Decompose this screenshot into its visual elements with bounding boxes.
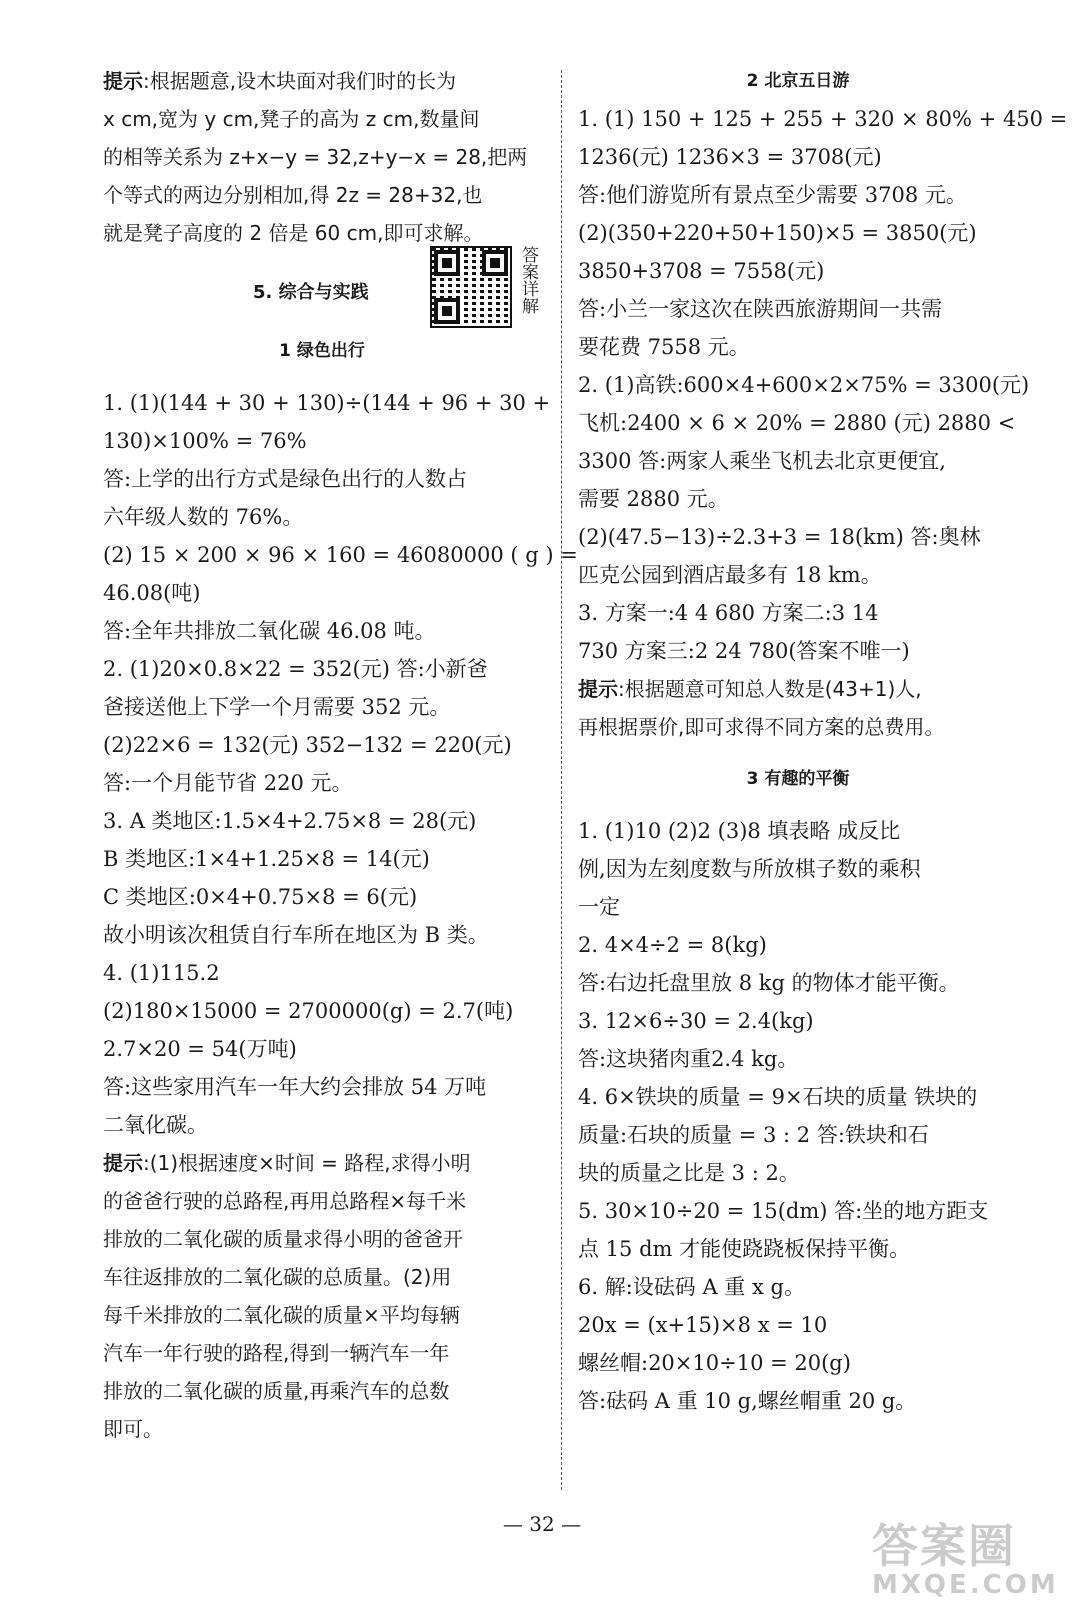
answer-line: B 类地区:1×4+1.25×8 = 14(元) bbox=[103, 847, 430, 871]
answer-line: 答:上学的出行方式是绿色出行的人数占 bbox=[103, 467, 468, 491]
section-title-green-travel: 1 绿色出行 bbox=[279, 341, 365, 361]
answer-line: 3850+3708 = 7558(元) bbox=[578, 259, 825, 283]
hint-line: 提示:根据题意可知总人数是(43+1)人, bbox=[578, 677, 922, 701]
answers-beijing-trip bbox=[578, 100, 1068, 670]
answer-line: 需要 2880 元。 bbox=[578, 487, 729, 511]
hint-line: 就是凳子高度的 2 倍是 60 cm,即可求解。 bbox=[103, 221, 484, 245]
answer-line: 130)×100% = 76% bbox=[103, 429, 307, 453]
answer-line: (2)22×6 = 132(元) 352−132 = 220(元) bbox=[103, 733, 512, 757]
hint-line: x cm,宽为 y cm,凳子的高为 z cm,数量间 bbox=[103, 107, 480, 131]
answer-line: 飞机:2400 × 6 × 20% = 2880 (元) 2880 < bbox=[578, 411, 1016, 435]
answer-line: 答:右边托盘里放 8 kg 的物体才能平衡。 bbox=[578, 971, 960, 995]
answer-line: 2.7×20 = 54(万吨) bbox=[103, 1037, 297, 1061]
answer-line: 2. (1)20×0.8×22 = 352(元) 答:小新爸 bbox=[103, 657, 488, 681]
hint-line: 的爸爸行驶的总路程,再用总路程×每千米 bbox=[103, 1189, 467, 1213]
page-number: — 32 — bbox=[502, 1512, 582, 1536]
answer-line: 1236(元) 1236×3 = 3708(元) bbox=[578, 145, 882, 169]
answer-line: 1. (1)(144 + 30 + 130)÷(144 + 96 + 30 + bbox=[103, 391, 551, 415]
answer-line: 6. 解:设砝码 A 重 x g。 bbox=[578, 1275, 805, 1299]
answer-line: 46.08(吨) bbox=[103, 581, 201, 605]
answer-line: 答:砝码 A 重 10 g,螺丝帽重 20 g。 bbox=[578, 1389, 917, 1413]
answer-line: 答:全年共排放二氧化碳 46.08 吨。 bbox=[103, 619, 436, 643]
answers-green-travel bbox=[103, 384, 578, 1144]
hint-label: 提示 bbox=[103, 1151, 143, 1175]
hint-label: 提示 bbox=[103, 69, 143, 93]
answer-line: 答:这些家用汽车一年大约会排放 54 万吨 bbox=[103, 1075, 487, 1099]
answer-line: 块的质量之比是 3 : 2。 bbox=[578, 1161, 800, 1185]
answer-line: 3. A 类地区:1.5×4+2.75×8 = 28(元) bbox=[103, 809, 477, 833]
hint-end bbox=[103, 1144, 541, 1448]
answer-line: 3. 12×6÷30 = 2.4(kg) bbox=[578, 1009, 814, 1033]
chapter-header bbox=[103, 246, 541, 332]
qr-label: 答案详解 bbox=[518, 246, 538, 314]
hint-beijing bbox=[578, 670, 1018, 746]
hint-intro bbox=[103, 62, 541, 252]
hint-line: 汽车一年行驶的路程,得到一辆汽车一年 bbox=[103, 1341, 450, 1365]
answer-line: 故小明该次租赁自行车所在地区为 B 类。 bbox=[103, 923, 489, 947]
answer-line: 4. 6×铁块的质量 = 9×石块的质量 铁块的 bbox=[578, 1085, 978, 1109]
hint-label: 提示 bbox=[578, 677, 618, 701]
answer-line: 一定 bbox=[578, 895, 620, 919]
answer-line: 1. (1)10 (2)2 (3)8 填表略 成反比 bbox=[578, 819, 901, 843]
hint-line: 即可。 bbox=[103, 1417, 163, 1441]
hint-line: 提示:(1)根据速度×时间 = 路程,求得小明 bbox=[103, 1151, 471, 1175]
answer-line: 1. (1) 150 + 125 + 255 + 320 × 80% + 450 = bbox=[578, 107, 1068, 131]
answer-line: 3. 方案一:4 4 680 方案二:3 14 bbox=[578, 601, 879, 625]
answer-line: (2)180×15000 = 2700000(g) = 2.7(吨) bbox=[103, 999, 514, 1023]
section-title-balance: 3 有趣的平衡 bbox=[746, 769, 850, 789]
hint-line: 排放的二氧化碳的质量,再乘汽车的总数 bbox=[103, 1379, 450, 1403]
answer-line: 匹克公园到酒店最多有 18 km。 bbox=[578, 563, 882, 587]
answer-line: 爸接送他上下学一个月需要 352 元。 bbox=[103, 695, 451, 719]
left-column bbox=[103, 62, 578, 1448]
chapter-title: 5. 综合与实践 bbox=[253, 282, 369, 303]
hint-line: 再根据票价,即可求得不同方案的总费用。 bbox=[578, 715, 945, 739]
answer-line: 点 15 dm 才能使跷跷板保持平衡。 bbox=[578, 1237, 911, 1261]
qr-code[interactable] bbox=[430, 246, 512, 328]
answer-line: 答:一个月能节省 220 元。 bbox=[103, 771, 353, 795]
section-title-beijing-trip: 2 北京五日游 bbox=[746, 71, 850, 91]
answer-line: 螺丝帽:20×10÷10 = 20(g) bbox=[578, 1351, 851, 1375]
answer-line: C 类地区:0×4+0.75×8 = 6(元) bbox=[103, 885, 418, 909]
answer-line: 20x = (x+15)×8 x = 10 bbox=[578, 1313, 828, 1337]
answer-line: 要花费 7558 元。 bbox=[578, 335, 750, 359]
answer-line: (2)(350+220+50+150)×5 = 3850(元) bbox=[578, 221, 977, 245]
hint-line: 的相等关系为 z+x−y = 32,z+y−x = 28,把两 bbox=[103, 145, 528, 169]
answers-balance bbox=[578, 812, 1018, 1420]
answer-line: 2. (1)高铁:600×4+600×2×75% = 3300(元) bbox=[578, 373, 1030, 397]
answer-line: 答:小兰一家这次在陕西旅游期间一共需 bbox=[578, 297, 943, 321]
hint-line: 排放的二氧化碳的质量求得小明的爸爸开 bbox=[103, 1227, 463, 1251]
hint-line: 车往返排放的二氧化碳的总质量。(2)用 bbox=[103, 1265, 452, 1289]
answer-line: 3300 答:两家人乘坐飞机去北京更便宜, bbox=[578, 449, 946, 473]
answer-line: 4. (1)115.2 bbox=[103, 961, 220, 985]
right-column bbox=[578, 62, 1068, 1420]
answer-line: (2)(47.5−13)÷2.3+3 = 18(km) 答:奥林 bbox=[578, 525, 981, 549]
answer-line: 730 方案三:2 24 780(答案不唯一) bbox=[578, 639, 910, 663]
hint-line: 每千米排放的二氧化碳的质量×平均每辆 bbox=[103, 1303, 460, 1327]
answer-line: 2. 4×4÷2 = 8(kg) bbox=[578, 933, 767, 957]
answer-line: 5. 30×10÷20 = 15(dm) 答:坐的地方距支 bbox=[578, 1199, 989, 1223]
answer-line: 例,因为左刻度数与所放棋子数的乘积 bbox=[578, 857, 921, 881]
answer-line: (2) 15 × 200 × 96 × 160 = 46080000 ( g ) = bbox=[103, 543, 578, 567]
answer-line: 答:他们游览所有景点至少需要 3708 元。 bbox=[578, 183, 967, 207]
hint-line: 提示:根据题意,设木块面对我们时的长为 bbox=[103, 69, 457, 93]
answer-line: 质量:石块的质量 = 3 : 2 答:铁块和石 bbox=[578, 1123, 929, 1147]
answer-line: 二氧化碳。 bbox=[103, 1113, 208, 1137]
answer-line: 六年级人数的 76%。 bbox=[103, 505, 304, 529]
watermark-logo: 答案圈 MXQE.COM bbox=[872, 1519, 1059, 1600]
answer-line: 答:这块猪肉重2.4 kg。 bbox=[578, 1047, 799, 1071]
column-divider bbox=[561, 70, 562, 1490]
hint-line: 个等式的两边分别相加,得 2z = 28+32,也 bbox=[103, 183, 483, 207]
